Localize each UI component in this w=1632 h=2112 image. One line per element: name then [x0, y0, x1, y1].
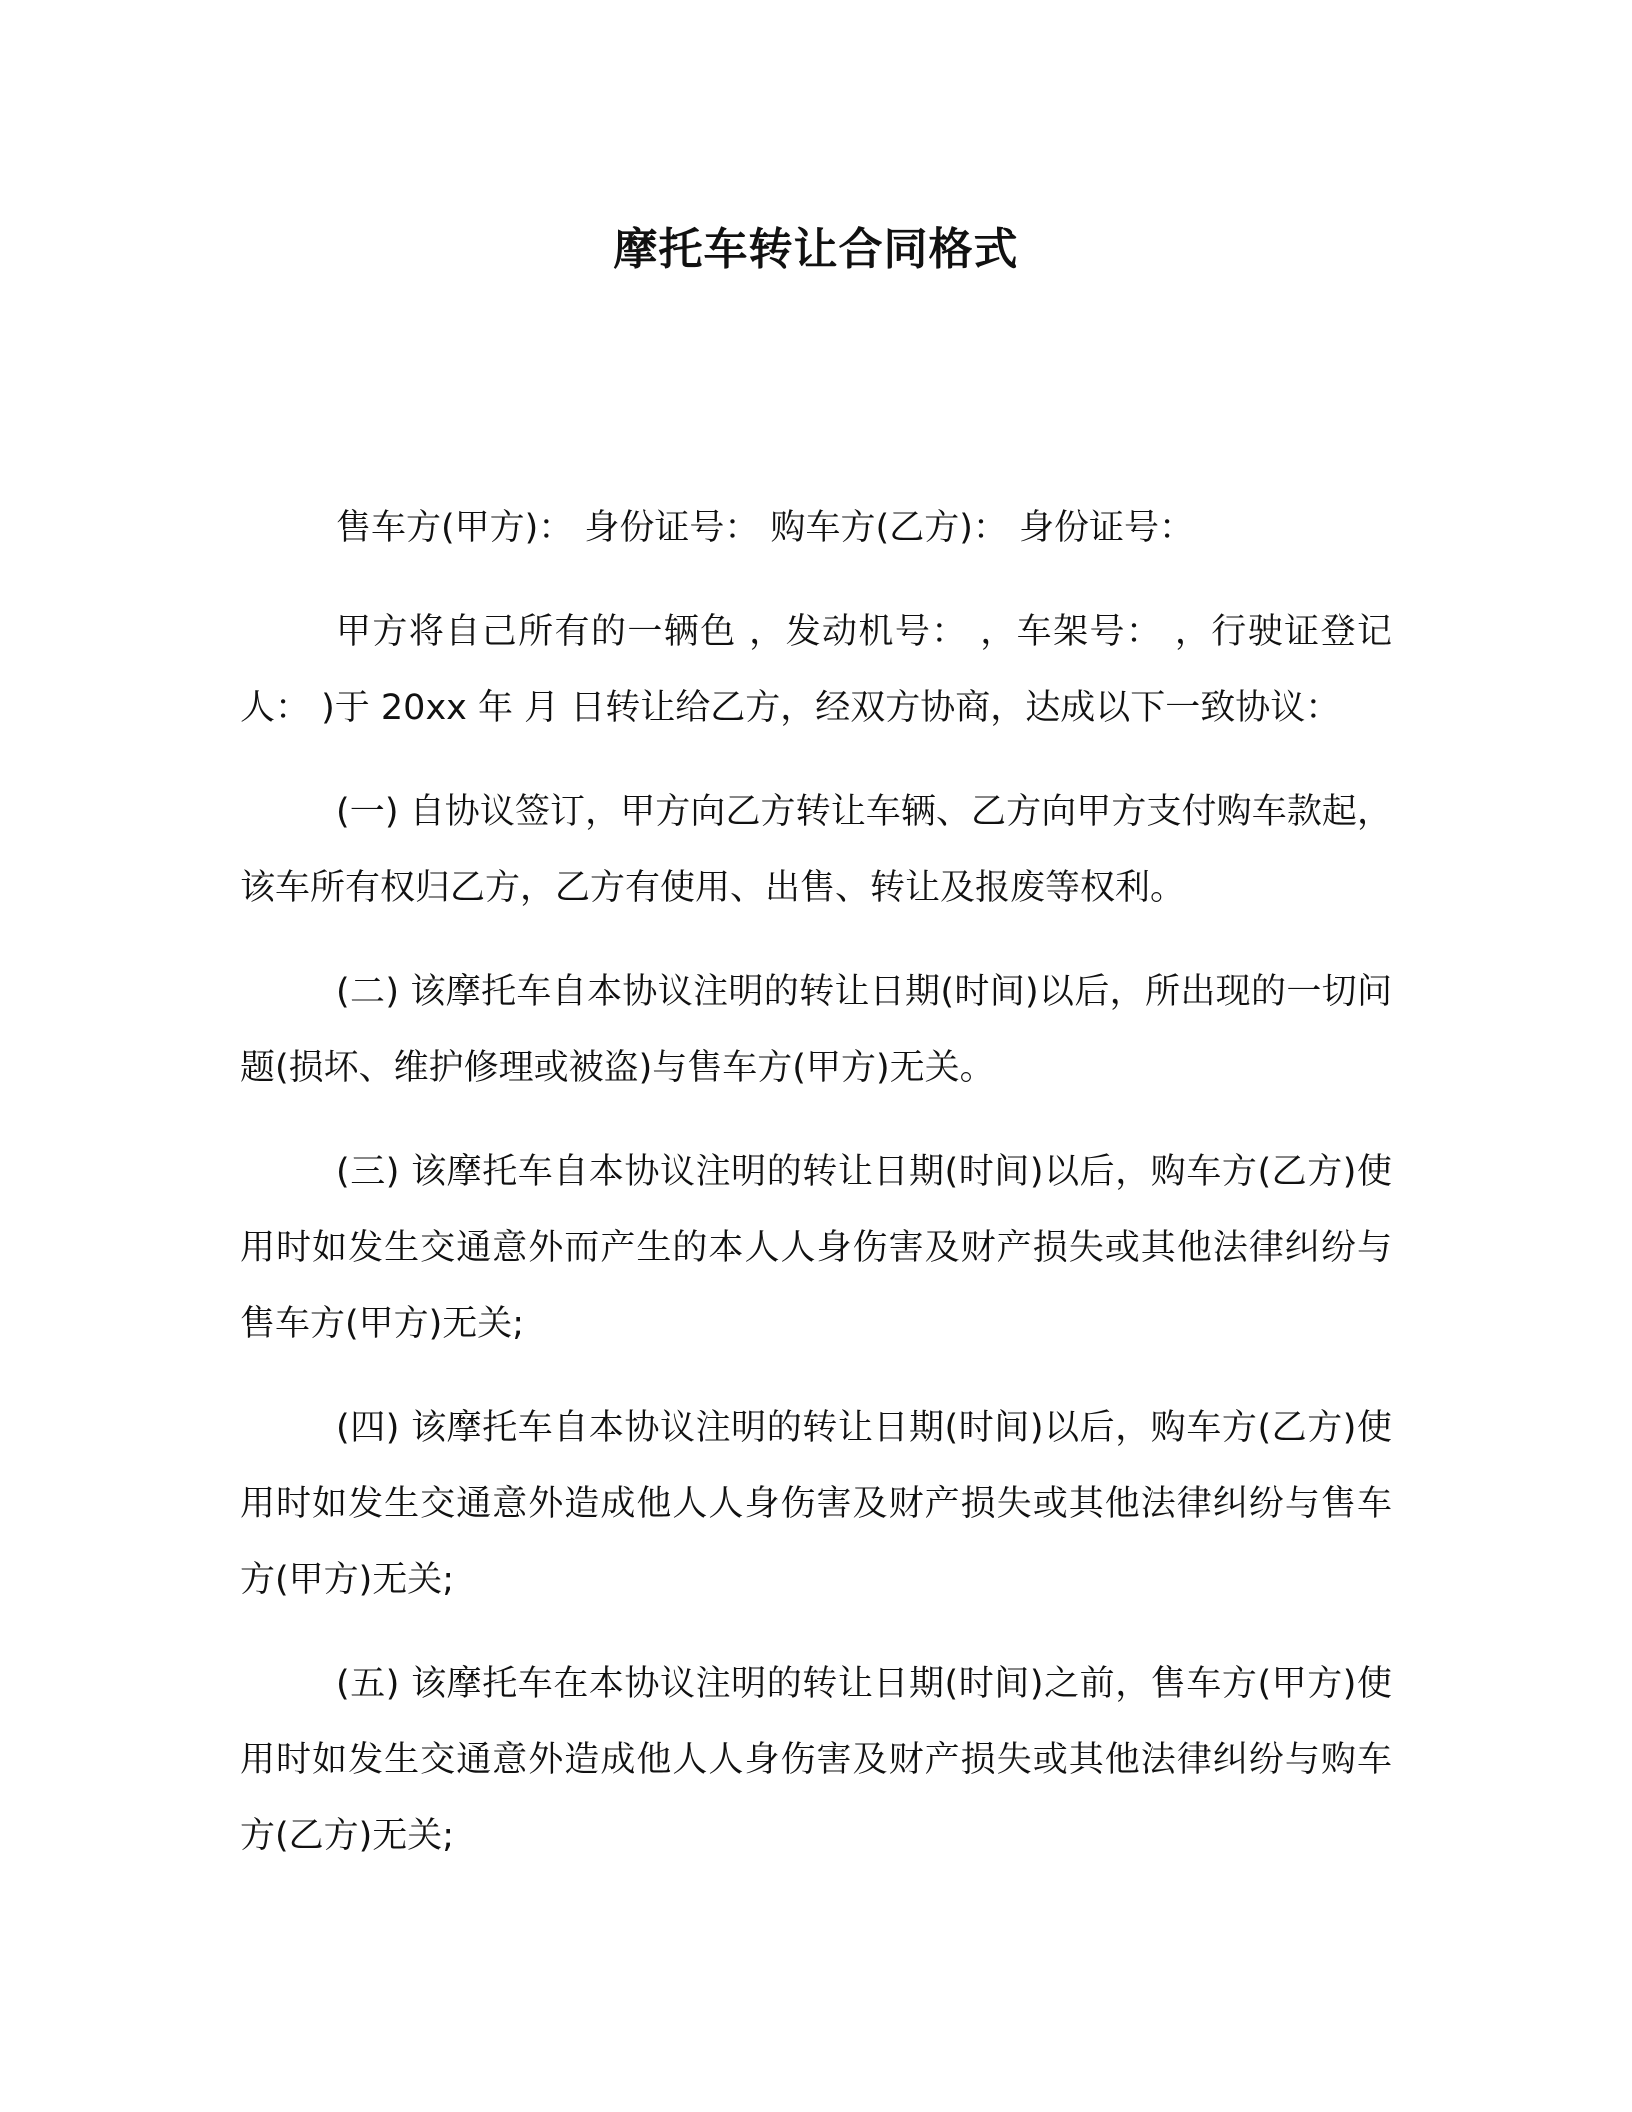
document-title: 摩托车转让合同格式 — [613, 224, 1019, 275]
parties-line: 售车方(甲方)： 身份证号： 购车方(乙方)： 身份证号： — [336, 508, 1194, 548]
clause-2: (二) 该摩托车自本协议注明的转让日期(时间)以后，所出现的一切问题(损坏、维护修理或被盗)与售车方(甲方)无关。 — [240, 972, 1392, 1088]
document-body — [240, 490, 1392, 1902]
clause-5: (五) 该摩托车在本协议注明的转让日期(时间)之前，售车方(甲方)使用时如发生交通意外造成他人人身伤害及财产损失或其他法律纠纷与购车方(乙方)无关; — [240, 1664, 1392, 1856]
clause-1: (一) 自协议签订，甲方向乙方转让车辆、乙方向甲方支付购车款起，该车所有权归乙方，乙方有使用、出售、转让及报废等权利。 — [240, 792, 1392, 908]
clause-4: (四) 该摩托车自本协议注明的转让日期(时间)以后，购车方(乙方)使用时如发生交通意外造成他人人身伤害及财产损失或其他法律纠纷与售车方(甲方)无关; — [240, 1408, 1392, 1600]
paragraph-transfer-intro: 甲方将自己所有的一辆色 ，发动机号： ，车架号： ，行驶证登记人： )于 20xx 年 月 日转让给乙方，经双方协商，达成以下一致协议： — [240, 612, 1392, 728]
clause-3: (三) 该摩托车自本协议注明的转让日期(时间)以后，购车方(乙方)使用时如发生交通意外而产生的本人人身伤害及财产损失或其他法律纠纷与售车方(甲方)无关; — [240, 1152, 1392, 1344]
